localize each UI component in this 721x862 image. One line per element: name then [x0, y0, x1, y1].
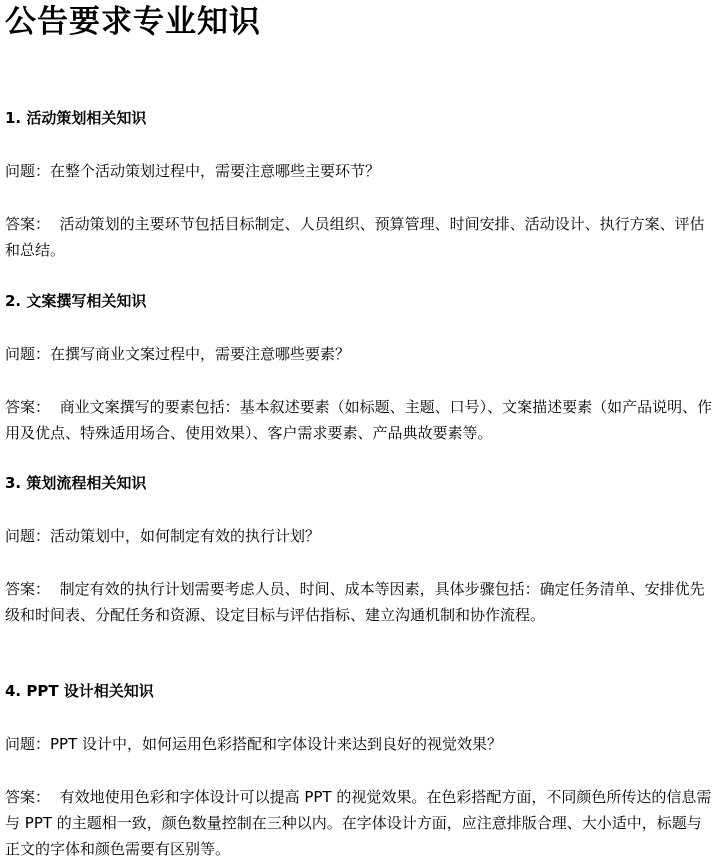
answer-ppt-design: [5, 784, 713, 862]
section-heading-ppt-design: 4. PPT 设计相关知识: [5, 682, 154, 700]
answer-copywriting: [5, 394, 713, 446]
question-copywriting: [5, 341, 713, 367]
section-heading-copywriting: 2. 文案撰写相关知识: [5, 292, 147, 310]
answer-label: 答案：: [5, 580, 51, 598]
answer-planning-process: [5, 576, 713, 628]
question-text: 在整个活动策划过程中，需要注意哪些主要环节？: [50, 162, 381, 180]
answer-event-planning: [5, 211, 713, 263]
question-label: 问题：: [5, 345, 51, 363]
question-ppt-design: [5, 731, 713, 757]
answer-text: 有效地使用色彩和字体设计可以提高 PPT 的视觉效果。在色彩搭配方面，不同颜色所传达的信息需与 PPT 的主题相一致，颜色数量控制在三种以内。在字体设计方面，应注意排版合理、大小适中，标题与正文的字体和颜色需要有区别等。: [5, 788, 712, 858]
answer-label: 答案：: [5, 398, 51, 416]
question-planning-process: [5, 523, 713, 549]
answer-text: 商业文案撰写的要素包括：基本叙述要素（如标题、主题、口号）、文案描述要素（如产品说明、作用及优点、特殊适用场合、使用效果）、客户需求要素、产品典故要素等。: [5, 398, 713, 442]
section-heading-event-planning: 1. 活动策划相关知识: [5, 109, 147, 127]
page-title: 公告要求专业知识: [5, 4, 261, 40]
question-text: PPT 设计中，如何运用色彩搭配和字体设计来达到良好的视觉效果？: [50, 735, 503, 753]
question-label: 问题：: [5, 527, 51, 545]
question-label: 问题：: [5, 162, 51, 180]
section-heading-planning-process: 3. 策划流程相关知识: [5, 474, 147, 492]
answer-text: 制定有效的执行计划需要考虑人员、时间、成本等因素，具体步骤包括：确定任务清单、安排优先级和时间表、分配任务和资源、设定目标与评估指标、建立沟通机制和协作流程。: [5, 580, 705, 624]
answer-label: 答案：: [5, 215, 51, 233]
question-text: 在撰写商业文案过程中，需要注意哪些要素？: [50, 345, 351, 363]
question-label: 问题：: [5, 735, 51, 753]
answer-label: 答案：: [5, 788, 51, 806]
question-text: 活动策划中，如何制定有效的执行计划？: [50, 527, 321, 545]
answer-text: 活动策划的主要环节包括目标制定、人员组织、预算管理、时间安排、活动设计、执行方案、评估和总结。: [5, 215, 705, 259]
question-event-planning: [5, 158, 713, 184]
